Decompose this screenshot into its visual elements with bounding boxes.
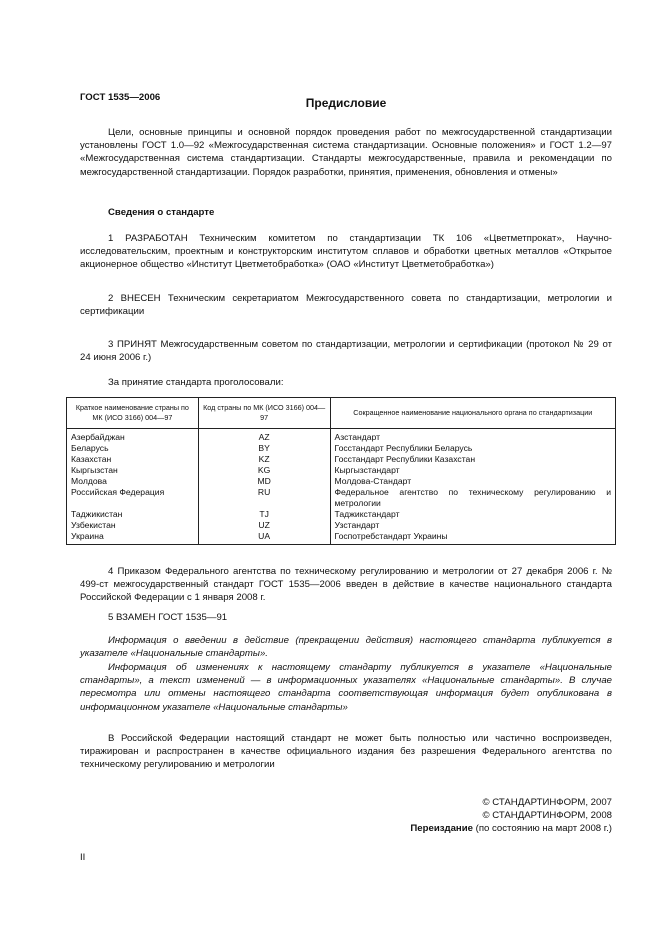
item-4: 4 Приказом Федерального агентства по техническому регулированию и метрологии от 27 декабря 2006 г. № 499-ст межгосударственный стандарт ГОСТ 1535—2006 введен в действие в качестве национального стандарта Российской Федерации с 1 января 2008 г. (80, 566, 612, 604)
country-code: UA (198, 531, 330, 545)
standards-body: Азстандарт (330, 429, 616, 444)
table-row (67, 443, 616, 454)
standards-body: Кыргызстандарт (330, 465, 616, 476)
standards-body: Узстандарт (330, 520, 616, 531)
col-header-body: Сокращенное наименование национального органа по стандартизации (330, 398, 616, 429)
table-row (67, 509, 616, 520)
item-1: 1 РАЗРАБОТАН Техническим комитетом по стандартизации ТК 106 «Цветметпрокат», Научно-исследовательским, проектным и конструкторским институтом сплавов и обработки цветных металлов «Открытое акционерное общество «Институт Цветметобработка» (ОАО «Институт Цветметобработка») (80, 233, 612, 271)
country-name: Таджикистан (67, 509, 199, 520)
document-header: ГОСТ 1535—2006 (80, 92, 161, 103)
country-code: BY (198, 443, 330, 454)
info-paragraph-2: Информация об изменениях к настоящему стандарту публикуется в указателе «Национальные стандарты», а текст изменений — в информационных указателях «Национальные стандарты». В случае пересмотра или отмены настоящего стандарта соответствующая информация будет опубликована в информационном указателе «Национальные стандарты» (80, 662, 612, 713)
rights-paragraph: В Российской Федерации настоящий стандарт не может быть полностью или частично воспроизведен, тиражирован и распространен в качестве официального издания без разрешения Федерального агентства по техническому регулированию и метрологии (80, 733, 612, 771)
country-name: Казахстан (67, 454, 199, 465)
standards-body: Госстандарт Республики Беларусь (330, 443, 616, 454)
country-code: UZ (198, 520, 330, 531)
reissue-note (80, 822, 612, 835)
page-number: II (80, 852, 86, 863)
standards-body: Федеральное агентство по техническому регулированию и метрологии (330, 487, 616, 509)
country-name: Украина (67, 531, 199, 545)
country-code: KG (198, 465, 330, 476)
standards-body: Госпотребстандарт Украины (330, 531, 616, 545)
standards-body: Госстандарт Республики Казахстан (330, 454, 616, 465)
table-row (67, 531, 616, 545)
table-row (67, 476, 616, 487)
copyright-2007: © СТАНДАРТИНФОРМ, 2007 (482, 797, 612, 808)
country-name: Беларусь (67, 443, 199, 454)
item-3: 3 ПРИНЯТ Межгосударственным советом по стандартизации, метрологии и сертификации (протокол № 29 от 24 июня 2006 г.) (80, 339, 612, 364)
table-row (67, 487, 616, 509)
reissue-date: (по состоянию на март 2008 г.) (472, 823, 612, 834)
country-code: MD (198, 476, 330, 487)
standards-body: Молдова-Стандарт (330, 476, 616, 487)
section-heading: Сведения о стандарте (108, 207, 215, 218)
country-name: Азербайджан (67, 429, 199, 444)
reissue-label: Переиздание (410, 823, 473, 834)
table-row (67, 465, 616, 476)
country-name: Узбекистан (67, 520, 199, 531)
page-title: Предисловие (305, 96, 387, 110)
country-code: KZ (198, 454, 330, 465)
table-row (67, 520, 616, 531)
voting-table (66, 397, 616, 545)
country-name: Кыргызстан (67, 465, 199, 476)
item-2: 2 ВНЕСЕН Техническим секретариатом Межгосударственного совета по стандартизации, метрологии и сертификации (80, 293, 612, 318)
standards-body: Таджикстандарт (330, 509, 616, 520)
country-name: Российская Федерация (67, 487, 199, 509)
country-code: RU (198, 487, 330, 509)
country-name: Молдова (67, 476, 199, 487)
col-header-code: Код страны по МК (ИСО 3166) 004—97 (198, 398, 330, 429)
vote-label: За принятие стандарта проголосовали: (108, 377, 284, 388)
info-paragraph-1: Информация о введении в действие (прекращении действия) настоящего стандарта публикуется в указателе «Национальные стандарты». (80, 635, 612, 660)
copyright-2008: © СТАНДАРТИНФОРМ, 2008 (482, 810, 612, 821)
country-code: AZ (198, 429, 330, 444)
col-header-country: Краткое наименование страны по МК (ИСО 3166) 004—97 (67, 398, 199, 429)
intro-paragraph: Цели, основные принципы и основной порядок проведения работ по межгосударственной стандартизации установлены ГОСТ 1.0—92 «Межгосударственная система стандартизации. Основные положения» и ГОСТ 1.2—97 «Межгосударственная система стандартизации. Стандарты межгосударственные, правила и рекомендации по межгосударственной стандартизации. Порядок разработки, принятия, применения, обновления и отмены» (80, 127, 612, 178)
table-row (67, 454, 616, 465)
item-5: 5 ВЗАМЕН ГОСТ 1535—91 (108, 612, 228, 623)
table-row (67, 429, 616, 444)
country-code: TJ (198, 509, 330, 520)
